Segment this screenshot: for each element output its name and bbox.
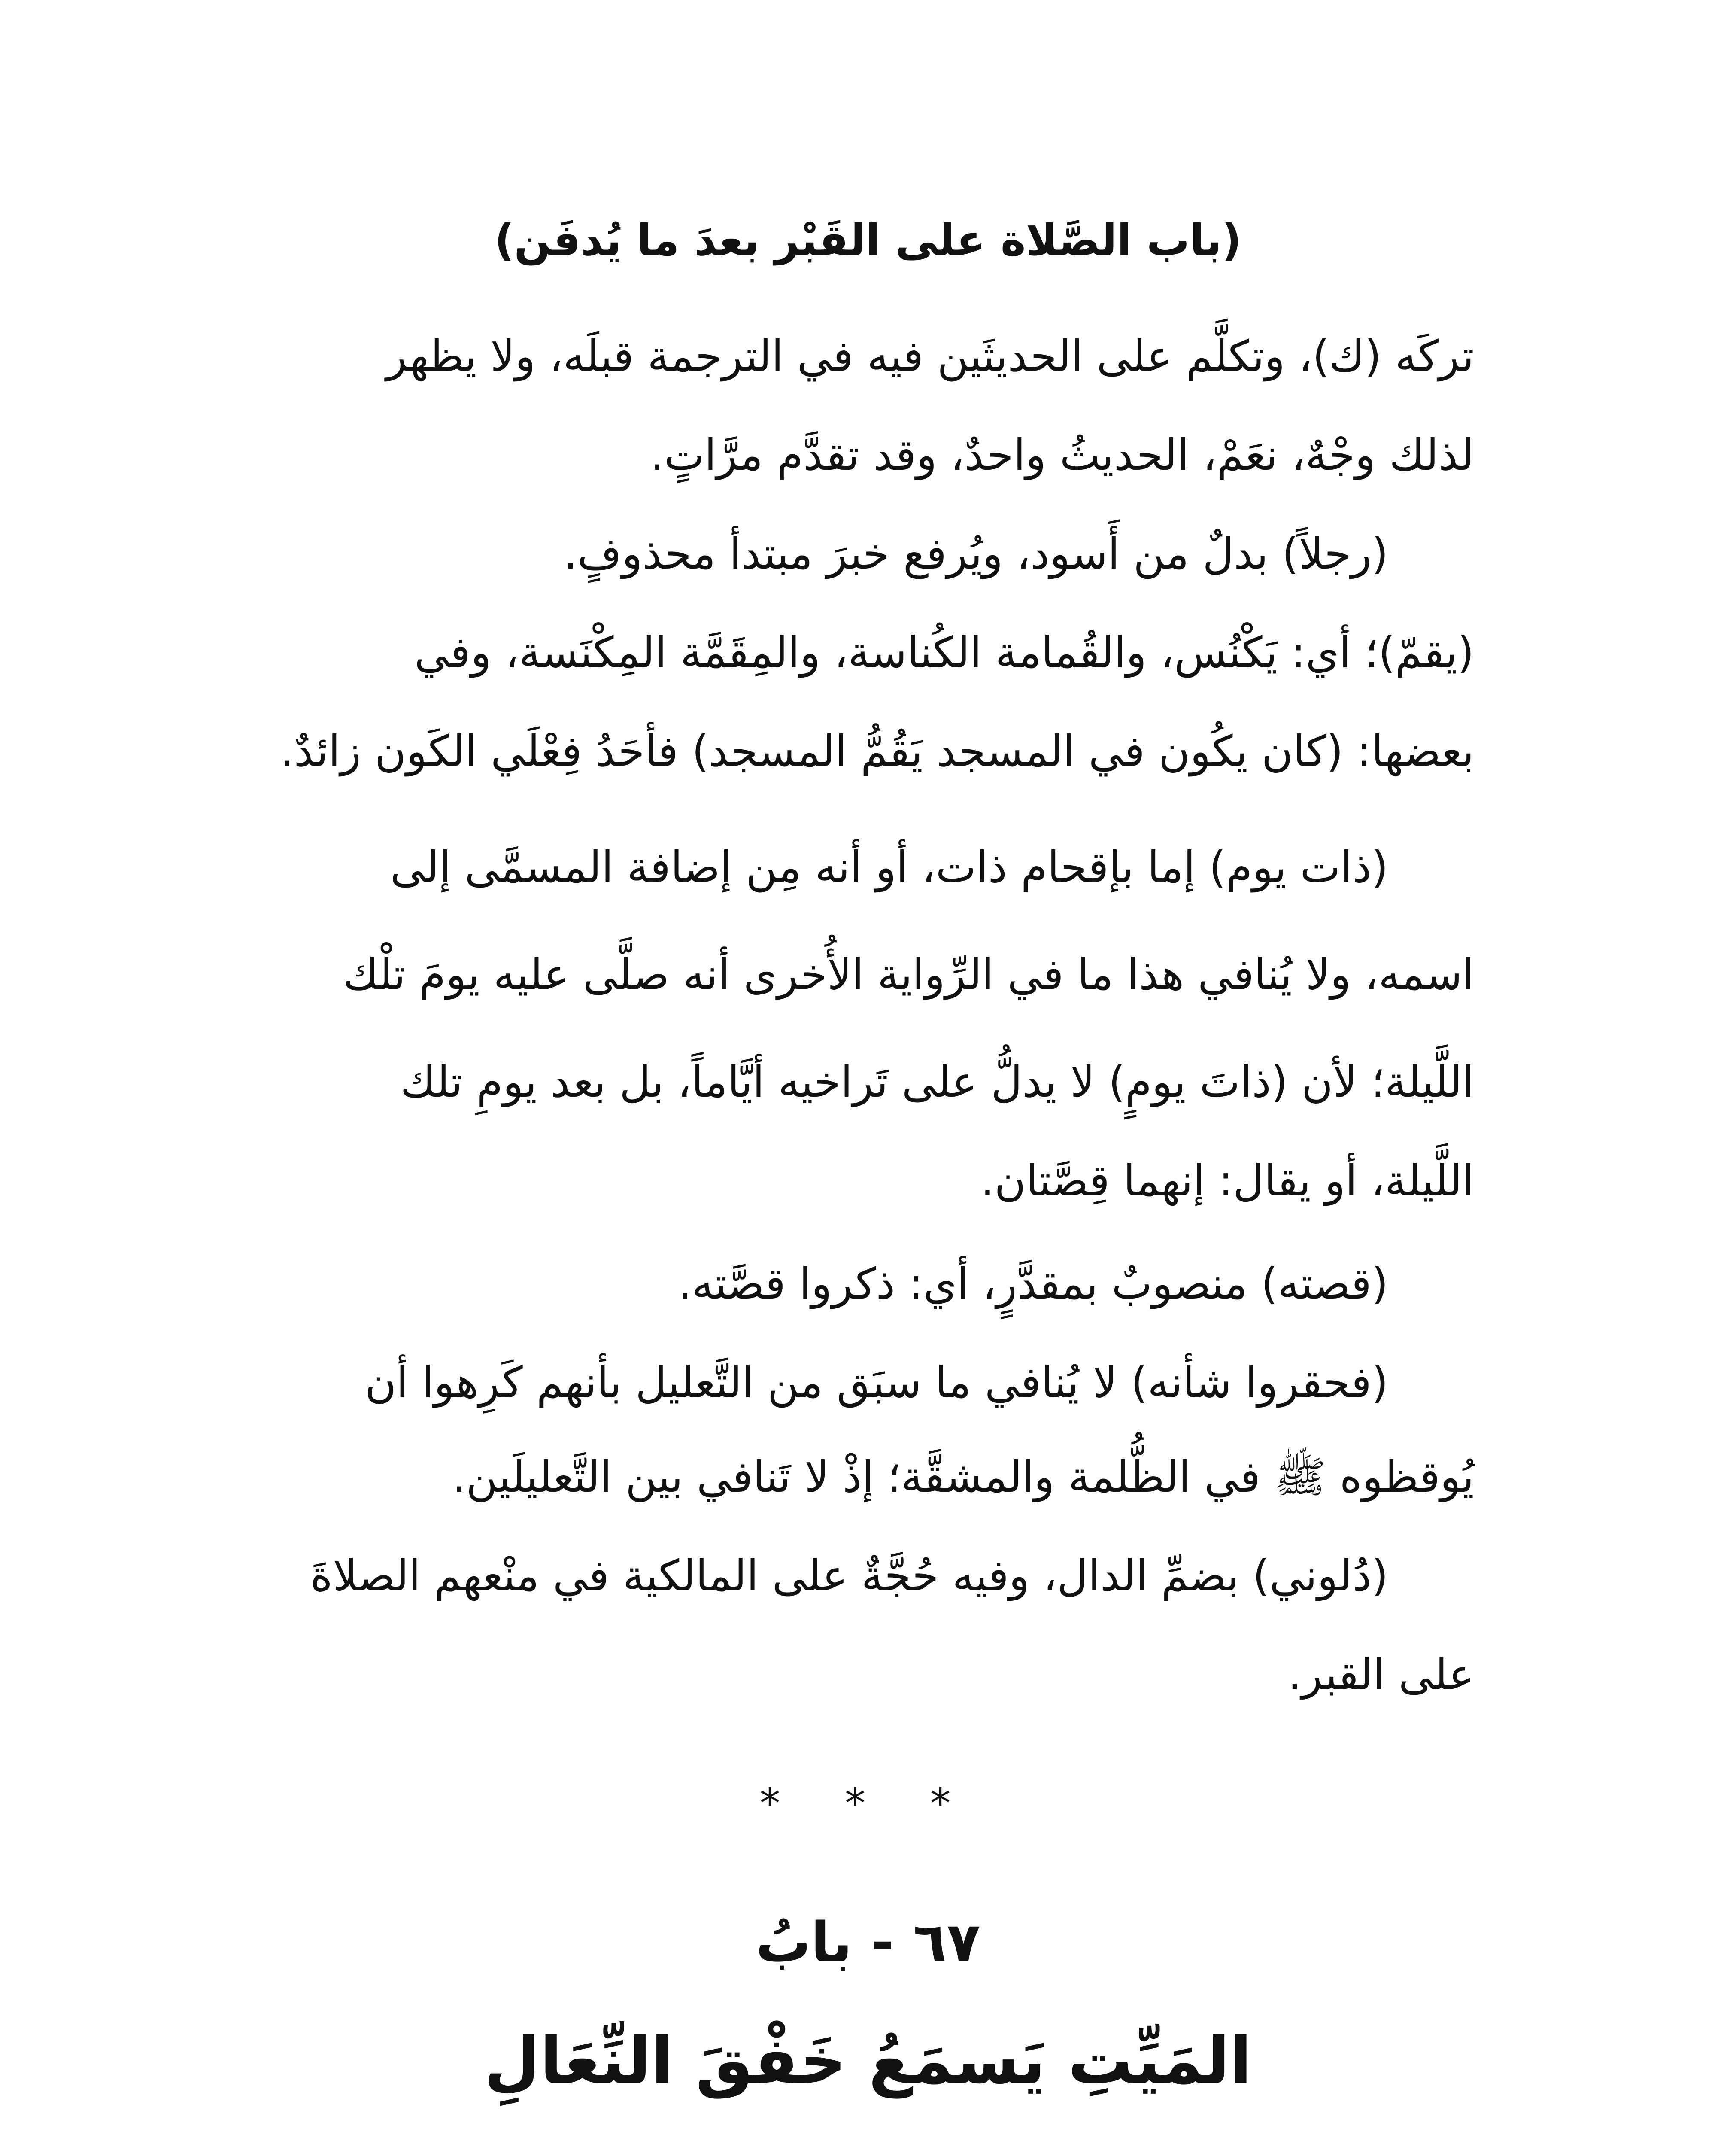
body-line-2: لذلك وجْهٌ، نعَمْ، الحديثُ واحدٌ، وقد تقدَّم مرَّاتٍ. bbox=[650, 430, 1474, 480]
body-line-6: (ذات يوم) إما بإقحام ذات، أو أنه مِن إضافة المسمَّى إلى bbox=[390, 842, 1388, 892]
body-line-4: (يقمّ)؛ أي: يَكْنُس، والقُمامة الكُناسة، والمِقَمَّة المِكْنَسة، وفي bbox=[414, 627, 1474, 678]
body-line-7: اسمه، ولا يُنافي هذا ما في الرِّواية الأُخرى أنه صلَّى عليه يومَ تلْك bbox=[343, 949, 1474, 1000]
body-line-5: بعضها: (كان يكُون في المسجد يَقُمُّ المسجد) فأحَدُ فِعْلَي الكَون زائدٌ. bbox=[280, 726, 1474, 776]
body-line-8: اللَّيلة؛ لأن (ذاتَ يومٍ) لا يدلُّ على تَراخيه أيَّاماً، بل بعد يومِ تلك bbox=[400, 1057, 1474, 1107]
body-line-9: اللَّيلة، أو يقال: إنهما قِصَّتان. bbox=[980, 1156, 1474, 1206]
body-line-12: يُوقظوه ﷺ في الظُّلمة والمشقَّة؛ إذْ لا تَنافي بين التَّعليلَين. bbox=[452, 1452, 1474, 1502]
body-line-13: (دُلوني) بضمِّ الدال، وفيه حُجَّةٌ على المالكية في منْعهم الصلاةَ bbox=[310, 1551, 1388, 1601]
body-line-11: (فحقروا شأنه) لا يُنافي ما سبَق من التَّعليل بأنهم كَرِهوا أن bbox=[364, 1357, 1388, 1408]
body-line-14: على القبر. bbox=[1288, 1649, 1474, 1700]
chapter-number: ٦٧ - بابُ bbox=[756, 1911, 980, 1975]
body-line-10: (قصته) منصوبٌ بمقدَّرٍ، أي: ذكروا قصَّته. bbox=[678, 1259, 1388, 1309]
running-header: (باب الصَّلاة على القَبْر بعدَ ما يُدفَن) bbox=[494, 215, 1242, 265]
chapter-title: المَيِّتِ يَسمَعُ خَفْقَ النِّعَالِ bbox=[484, 2024, 1252, 2098]
body-line-1: تركَه (ك)، وتكلَّم على الحديثَين فيه في الترجمة قبلَه، ولا يظهر bbox=[386, 331, 1474, 381]
body-line-3: (رجلاً) بدلٌ من أَسود، ويُرفع خبرَ مبتدأ محذوفٍ. bbox=[563, 529, 1388, 579]
section-divider: * * * bbox=[759, 1779, 977, 1828]
